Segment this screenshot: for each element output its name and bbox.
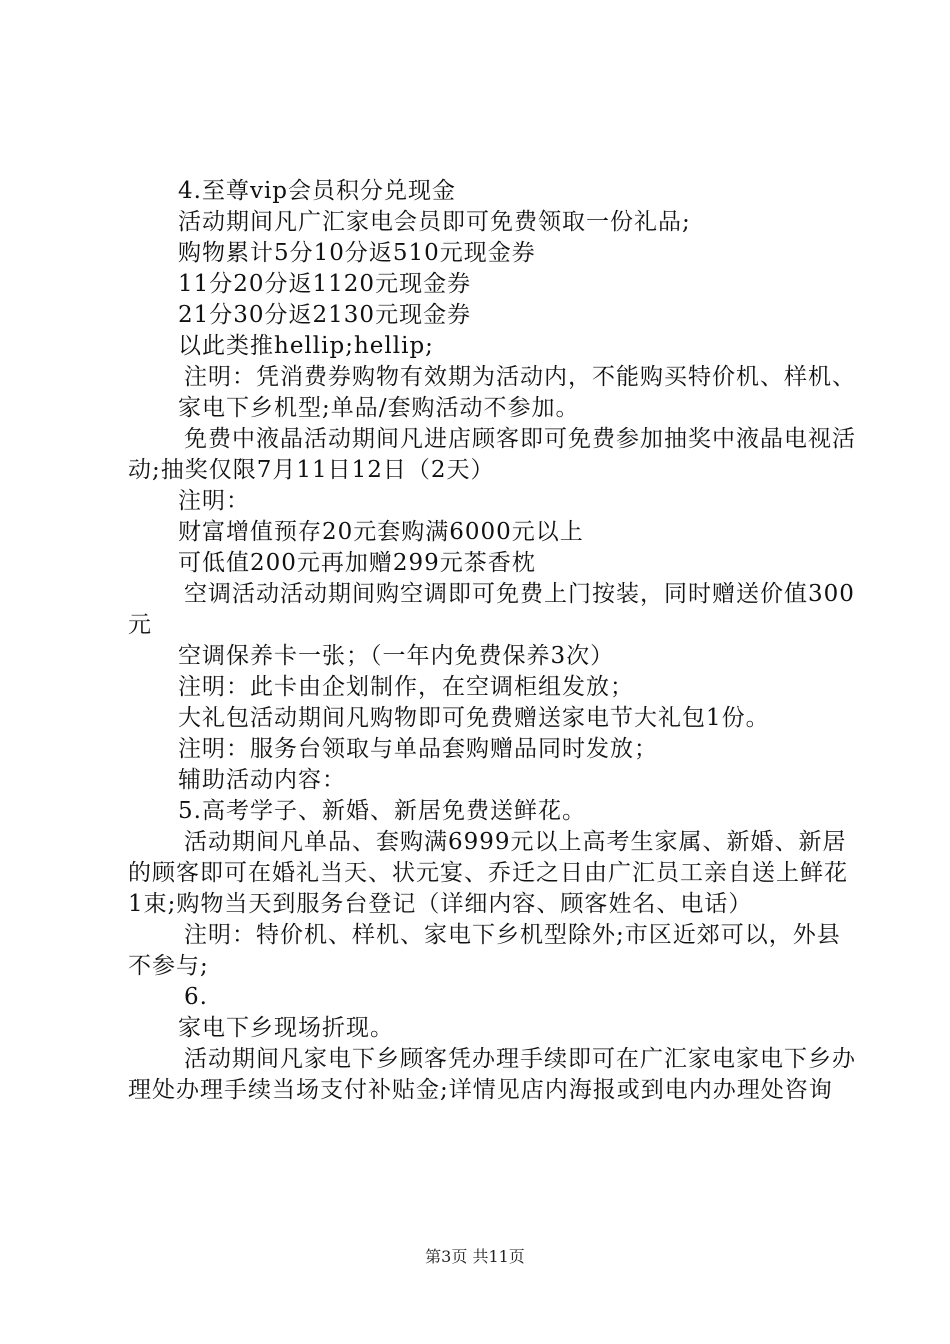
paragraph-note-voucher: 注明：凭消费券购物有效期为活动内，不能购买特价机、样机、 bbox=[184, 364, 856, 390]
paragraph-subsidy-detail: 活动期间凡家电下乡顾客凭办理手续即可在广汇家电家电下乡办理处办理手续当场支付补贴金;详情见店内海报或到电内办理处咨询 bbox=[128, 1046, 856, 1103]
paragraph-aircon: 空调活动活动期间购空调即可免费上门按装，同时赠送价值300元 bbox=[128, 581, 855, 638]
paragraph-aircon-card: 空调保养卡一张；（一年内免费保养3次） bbox=[178, 643, 615, 669]
paragraph-note-exclusions: 家电下乡机型;单品/套购活动不参加。 bbox=[178, 395, 580, 421]
paragraph-subsidy-heading: 家电下乡现场折现。 bbox=[178, 1015, 394, 1041]
paragraph-points-tier-2: 11分20分返1120元现金券 bbox=[178, 271, 472, 297]
paragraph-etc: 以此类推hellip;hellip; bbox=[178, 333, 434, 359]
paragraph-vip-gift: 活动期间凡广汇家电会员即可免费领取一份礼品; bbox=[178, 209, 691, 235]
paragraph-deposit-bonus: 可低值200元再加赠299元茶香枕 bbox=[178, 550, 536, 576]
paragraph-vip-heading: 4.至尊vip会员积分兑现金 bbox=[178, 178, 457, 204]
page-footer: 第3页 共11页 bbox=[425, 1247, 525, 1266]
paragraph-gift-pack: 大礼包活动期间凡购物即可免费赠送家电节大礼包1份。 bbox=[178, 705, 770, 731]
paragraph-lcd-lottery: 免费中液晶活动期间凡进店顾客即可免费参加抽奖中液晶电视活动;抽奖仅限7月11日12日（2天） bbox=[128, 426, 856, 483]
paragraph-item-6: 6. bbox=[184, 984, 208, 1010]
paragraph-flowers-heading: 5.高考学子、新婚、新居免费送鲜花。 bbox=[178, 798, 586, 824]
paragraph-note-service-desk: 注明：服务台领取与单品套购赠品同时发放； bbox=[178, 736, 658, 762]
paragraph-note-card: 注明：此卡由企划制作，在空调柜组发放； bbox=[178, 674, 634, 700]
document-body bbox=[128, 176, 858, 1106]
paragraph-auxiliary-heading: 辅助活动内容： bbox=[178, 767, 346, 793]
paragraph-deposit: 财富增值预存20元套购满6000元以上 bbox=[178, 519, 584, 545]
paragraph-note-flowers: 注明：特价机、样机、家电下乡机型除外;市区近郊可以，外县不参与; bbox=[128, 922, 841, 979]
paragraph-note-label: 注明： bbox=[178, 488, 250, 514]
paragraph-flowers-detail: 活动期间凡单品、套购满6999元以上高考生家属、新婚、新居的顾客即可在婚礼当天、状元宴、乔迁之日由广汇员工亲自送上鲜花1束;购物当天到服务台登记（详细内容、顾客姓名、电话） bbox=[128, 829, 848, 917]
paragraph-points-tier-1: 购物累计5分10分返510元现金券 bbox=[178, 240, 536, 266]
paragraph-points-tier-3: 21分30分返2130元现金券 bbox=[178, 302, 472, 328]
